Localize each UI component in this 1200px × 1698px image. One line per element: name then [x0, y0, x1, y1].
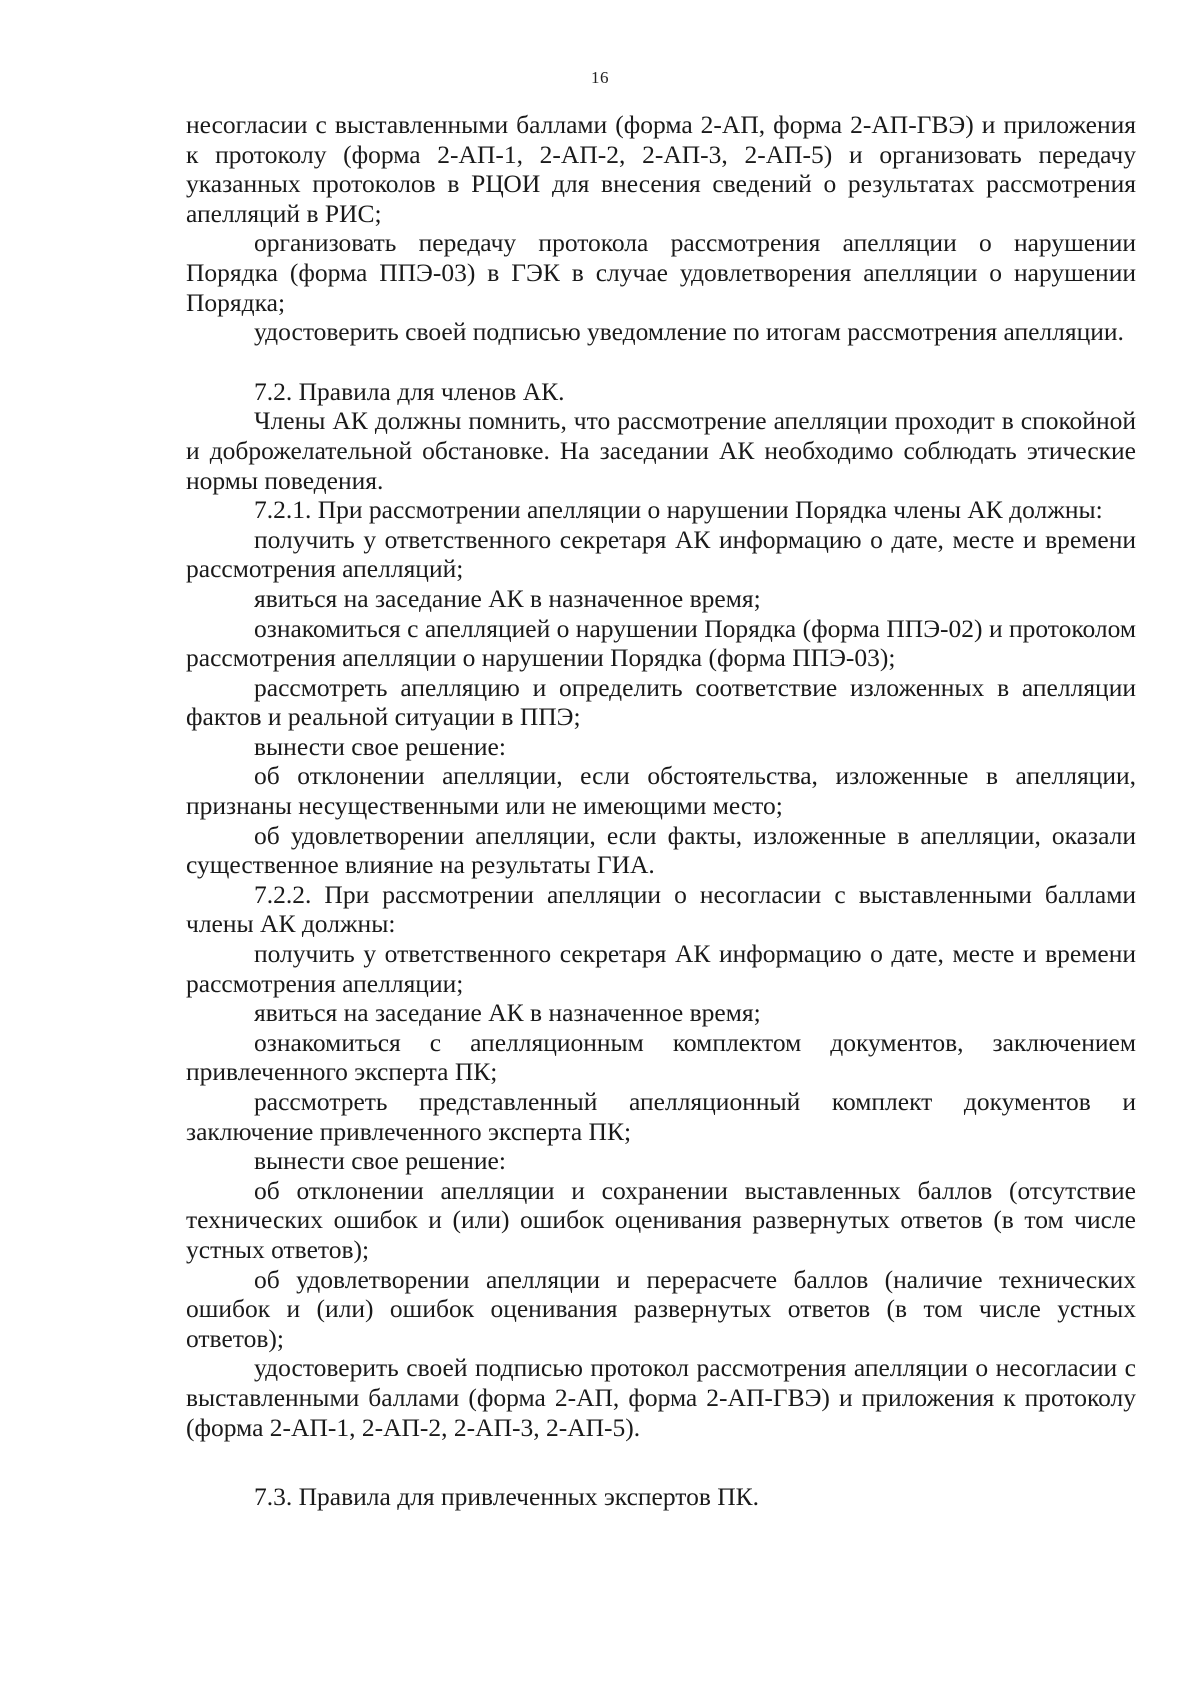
document-body: [186, 110, 1136, 1512]
list-item: об отклонении апелляции, если обстоятельства, изложенные в апелляции, признаны несущественными или не имеющими место;: [186, 761, 1136, 821]
paragraph-continuation: несогласии с выставленными баллами (форма 2-АП, форма 2-АП-ГВЭ) и приложения к протоколу (форма 2-АП-1, 2-АП-2, 2-АП-3, 2-АП-5) и организовать передачу указанных протоколов в РЦОИ для внесения сведений о результатах рассмотрения апелляций в РИС;: [186, 110, 1136, 228]
section-heading-7-2-1: 7.2.1. При рассмотрении апелляции о нарушении Порядка члены АК должны:: [254, 495, 1103, 525]
section-heading-7-3: 7.3. Правила для привлеченных экспертов ПК.: [254, 1482, 760, 1512]
list-item: рассмотреть представленный апелляционный комплект документов и заключение привлеченного эксперта ПК;: [186, 1087, 1136, 1146]
list-item: явиться на заседание АК в назначенное время;: [254, 583, 761, 613]
list-item: ознакомиться с апелляционным комплектом документов, заключением привлеченного эксперта ПК;: [186, 1027, 1136, 1087]
list-item: ознакомиться с апелляцией о нарушении Порядка (форма ППЭ-02) и протоколом рассмотрения апелляции о нарушении Порядка (форма ППЭ-03);: [186, 613, 1136, 673]
list-item: удостоверить своей подписью протокол рассмотрения апелляции о несогласии с выставленными баллами (форма 2-АП, форма 2-АП-ГВЭ) и приложения к протоколу (форма 2-АП-1, 2-АП-2, 2-АП-3, 2-АП-5).: [186, 1353, 1136, 1442]
list-item: рассмотреть апелляцию и определить соответствие изложенных в апелляции фактов и реальной ситуации в ППЭ;: [186, 672, 1136, 732]
list-item: об удовлетворении апелляции, если факты, изложенные в апелляции, оказали существенное влияние на результаты ГИА.: [186, 820, 1136, 880]
paragraph-sign-notification: удостоверить своей подписью уведомление по итогам рассмотрения апелляции.: [254, 317, 1124, 347]
list-item: получить у ответственного секретаря АК информацию о дате, месте и времени рассмотрения апелляций;: [186, 524, 1136, 584]
list-item: об удовлетворении апелляции и перерасчете баллов (наличие технических ошибок и (или) ошибок оценивания развернутых ответов (в том числе устных ответов);: [186, 1264, 1136, 1353]
paragraph-transfer-protocol: организовать передачу протокола рассмотрения апелляции о нарушении Порядка (форма ППЭ-03) в ГЭК в случае удовлетворения апелляции о нарушении Порядка;: [186, 228, 1136, 317]
section-heading-7-2: 7.2. Правила для членов АК.: [254, 376, 565, 406]
list-item: явиться на заседание АК в назначенное время;: [254, 998, 761, 1028]
list-item: вынести свое решение:: [254, 1146, 506, 1176]
list-item: об отклонении апелляции и сохранении выставленных баллов (отсутствие технических ошибок и (или) ошибок оценивания развернутых ответов (в том числе устных ответов);: [186, 1175, 1136, 1264]
list-item: вынести свое решение:: [254, 731, 506, 761]
list-item: получить у ответственного секретаря АК информацию о дате, месте и времени рассмотрения апелляции;: [186, 939, 1136, 998]
section-heading-7-2-2: 7.2.2. При рассмотрении апелляции о несогласии с выставленными баллами члены АК должны:: [186, 879, 1136, 939]
paragraph-ak-members-intro: Члены АК должны помнить, что рассмотрение апелляции проходит в спокойной и доброжелательной обстановке. На заседании АК необходимо соблюдать этические нормы поведения.: [186, 406, 1136, 495]
page-number: 16: [591, 68, 609, 87]
